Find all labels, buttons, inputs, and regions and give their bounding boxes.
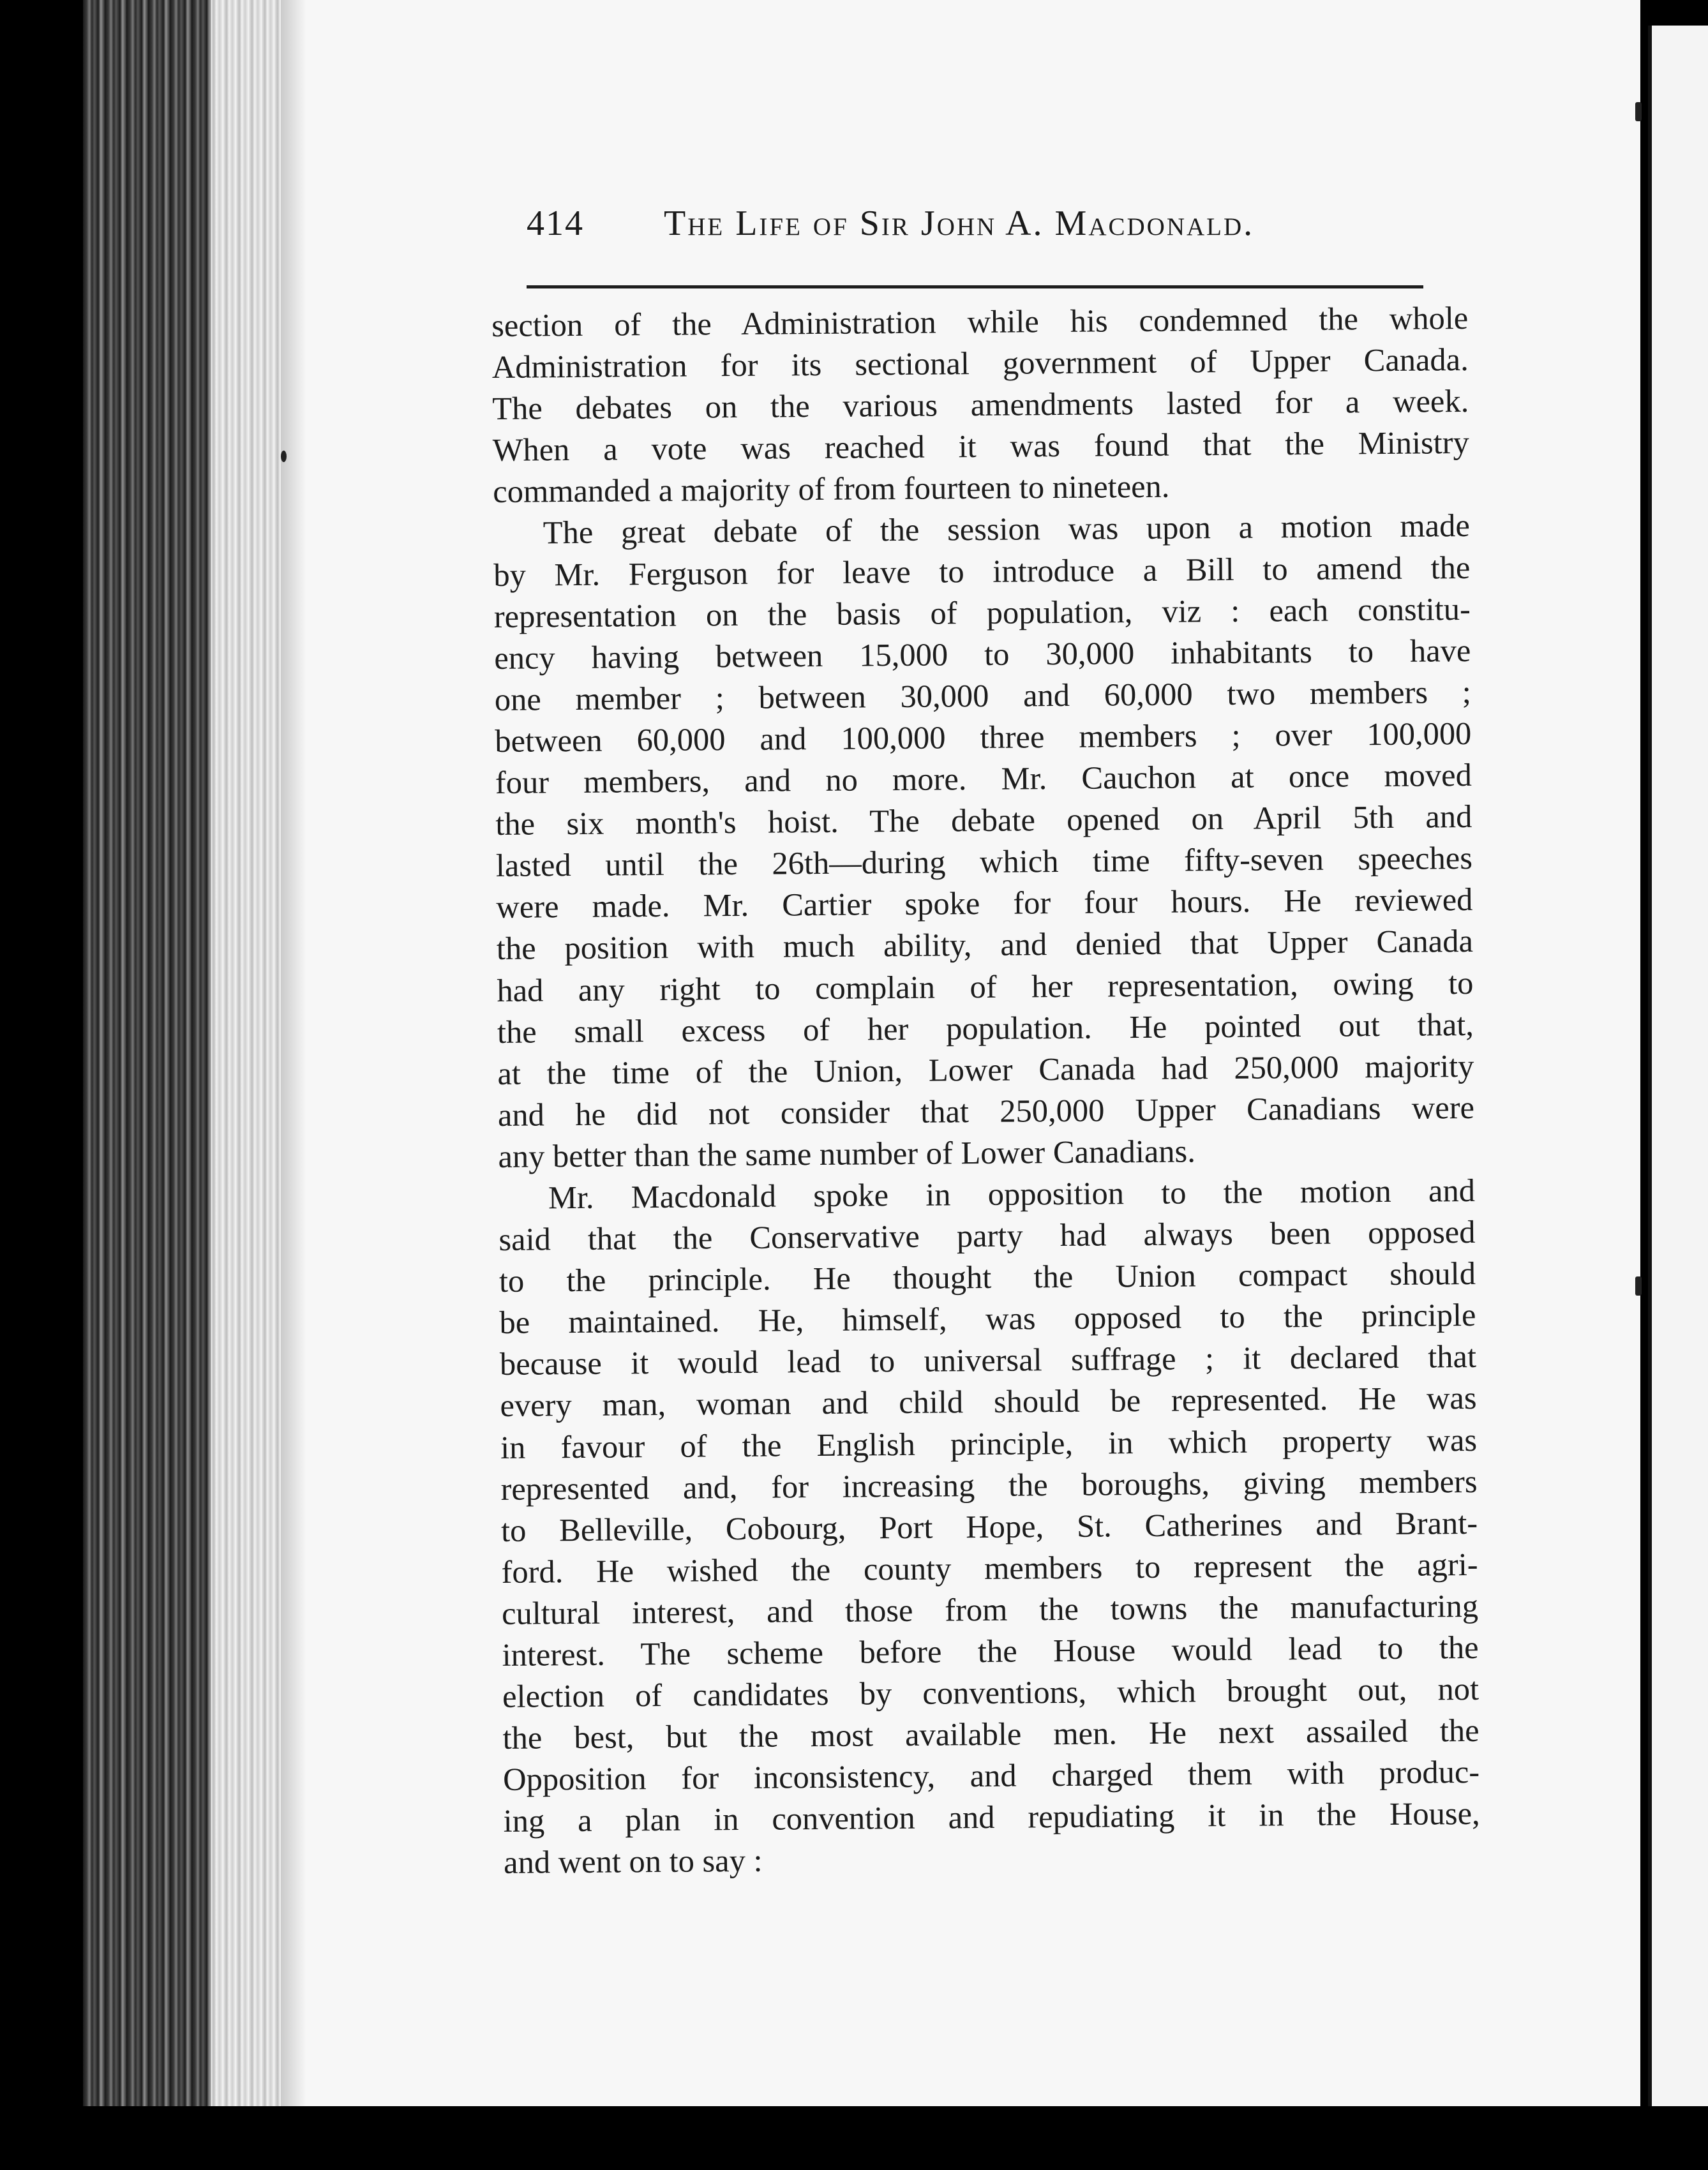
text-line: in favour of the English principle, in which property was	[500, 1421, 1478, 1465]
body-text	[491, 297, 1480, 1884]
text-line: the best, but the most available men. He next assailed the	[502, 1712, 1480, 1756]
margin-speck	[281, 451, 287, 462]
running-title: The Life of Sir John A. Macdonald.	[664, 204, 1255, 243]
text-line: represented and, for increasing the boroughs, giving members	[500, 1463, 1478, 1507]
text-line: to Belleville, Cobourg, Port Hope, St. Catherines and Brant-	[500, 1504, 1478, 1548]
text-line: between 60,000 and 100,000 three members ; over 100,000	[495, 715, 1472, 759]
margin-speck	[1635, 102, 1642, 121]
text-line: and went on to say :	[503, 1843, 763, 1881]
text-line: the position with much ability, and denied that Upper Canada	[496, 923, 1474, 967]
text-line: at the time of the Union, Lower Canada had 250,000 majority	[497, 1047, 1474, 1091]
text-line: the small excess of her population. He pointed out that,	[497, 1006, 1474, 1050]
text-line: one member ; between 30,000 and 60,000 two members ;	[494, 673, 1472, 717]
text-line: any better than the same number of Lower Canadians.	[498, 1133, 1196, 1174]
page-number: 414	[527, 204, 584, 243]
text-line: ing a plan in convention and repudiating it in the House,	[503, 1795, 1480, 1839]
text-line: Mr. Macdonald spoke in opposition to the motion and	[548, 1172, 1476, 1216]
text-line: ford. He wished the county members to represent the agri-	[501, 1546, 1478, 1590]
text-line: The great debate of the session was upon a motion made	[543, 507, 1470, 551]
text-line: four members, and no more. Mr. Cauchon at once moved	[495, 756, 1472, 801]
text-line: the six month's hoist. The debate opened on April 5th and	[495, 798, 1472, 842]
facing-page-edge	[1648, 26, 1708, 2106]
text-line: When a vote was reached it was found that the Ministry	[492, 424, 1469, 468]
text-line: ency having between 15,000 to 30,000 inhabitants to have	[494, 632, 1471, 676]
text-line: representation on the basis of population, viz : each constitu-	[493, 590, 1471, 634]
text-line: because it would lead to universal suffrage ; it declared that	[499, 1338, 1477, 1382]
text-line: be maintained. He, himself, was opposed to the principle	[499, 1297, 1476, 1341]
text-line: said that the Conservative party had always been opposed	[498, 1214, 1476, 1258]
text-line: and he did not consider that 250,000 Upper Canadians were	[497, 1089, 1475, 1133]
text-line: commanded a majority of from fourteen to nineteen.	[493, 468, 1170, 510]
text-line: every man, woman and child should be represented. He was	[500, 1380, 1477, 1424]
gutter-shadow	[281, 0, 306, 2106]
text-line: were made. Mr. Cartier spoke for four hours. He reviewed	[496, 881, 1473, 925]
text-line: Administration for its sectional government of Upper Canada.	[491, 341, 1469, 385]
text-line: had any right to complain of her representation, owing to	[497, 964, 1474, 1008]
text-line: interest. The scheme before the House would lead to the	[502, 1629, 1479, 1673]
text-line: to the principle. He thought the Union compact should	[498, 1255, 1476, 1299]
text-line: lasted until the 26th—during which time fifty-seven speeches	[495, 840, 1473, 884]
text-line: election of candidates by conventions, which brought out, not	[502, 1671, 1480, 1715]
text-line: Opposition for inconsistency, and charged them with produc-	[502, 1754, 1480, 1798]
text-line: The debates on the various amendments lasted for a week.	[492, 383, 1469, 427]
text-line: section of the Administration while his condemned the whole	[491, 299, 1469, 343]
text-line: cultural interest, and those from the towns the manufacturing	[501, 1587, 1479, 1631]
running-head	[527, 203, 1433, 254]
margin-speck	[1635, 1276, 1642, 1296]
scan-bottom-border	[0, 2106, 1708, 2170]
header-rule	[527, 285, 1423, 288]
text-line: by Mr. Ferguson for leave to introduce a Bill to amend the	[493, 549, 1471, 593]
